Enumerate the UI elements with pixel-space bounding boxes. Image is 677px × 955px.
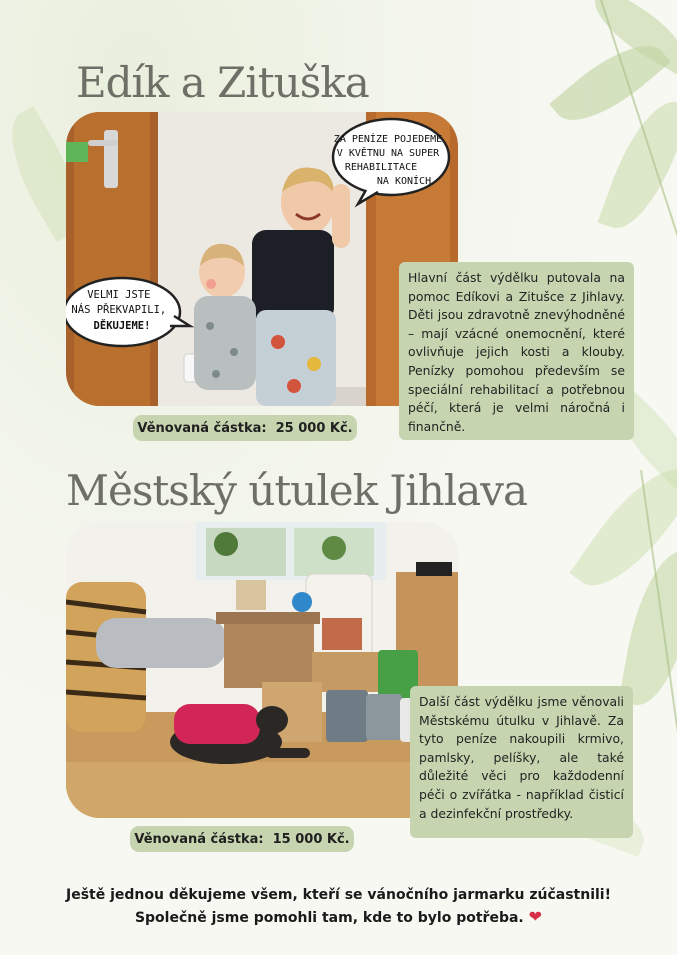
speech-left-line: NÁS PŘEKVAPILI, [71, 304, 167, 316]
closing-thanks [0, 884, 677, 929]
speech-left-line: DĚKUJEME! [93, 320, 151, 332]
speech-top-line: REHABILITACE [344, 162, 418, 173]
speech-top-line: V KVĚTNU NA SUPER [336, 148, 440, 159]
section-title-edik-zituska: Edík a Zituška [76, 58, 369, 107]
description-edik-zituska: Hlavní část výdělku putovala na pomoc Edíkovi a Zitušce z Jihlavy. Děti jsou zdravotně znevýhodněné – mají vzácné onemocnění, které ovlivňuje jejich kosti a klouby. Penízky pomohou především se speciální rehabilitací a potřebnou péčí, která je velmi náročná i finančně. [399, 262, 634, 440]
section-title-utulek: Městský útulek Jihlava [66, 466, 527, 515]
closing-thanks-text: Společně jsme pomohli tam, kde to bylo potřeba. [134, 910, 524, 926]
heart-icon: ❤ [528, 907, 543, 926]
closing-thanks-line-2 [0, 906, 677, 929]
photo-shelter-donations [66, 522, 458, 818]
speech-top-line: ZA PENÍZE POJEDEME [333, 134, 443, 145]
donated-amount-15000: Věnovaná částka: 15 000 Kč. [130, 826, 354, 852]
donated-amount-25000: Věnovaná částka: 25 000 Kč. [133, 415, 357, 441]
speech-left-line: VELMI JSTE [87, 289, 151, 301]
speech-top-line: NA KONÍCH [376, 176, 432, 187]
description-utulek: Další část výdělku jsme věnovali Městskému útulku v Jihlavě. Za tyto peníze nakoupili krmivo, pamlsky, pelíšky, ale také důležité věci pro každodenní péči o zvířátka - například čisticí a dezinfekční prostředky. [410, 686, 633, 838]
closing-thanks-line-1: Ještě jednou děkujeme všem, kteří se vánočního jarmarku zúčastnili! [66, 887, 611, 903]
